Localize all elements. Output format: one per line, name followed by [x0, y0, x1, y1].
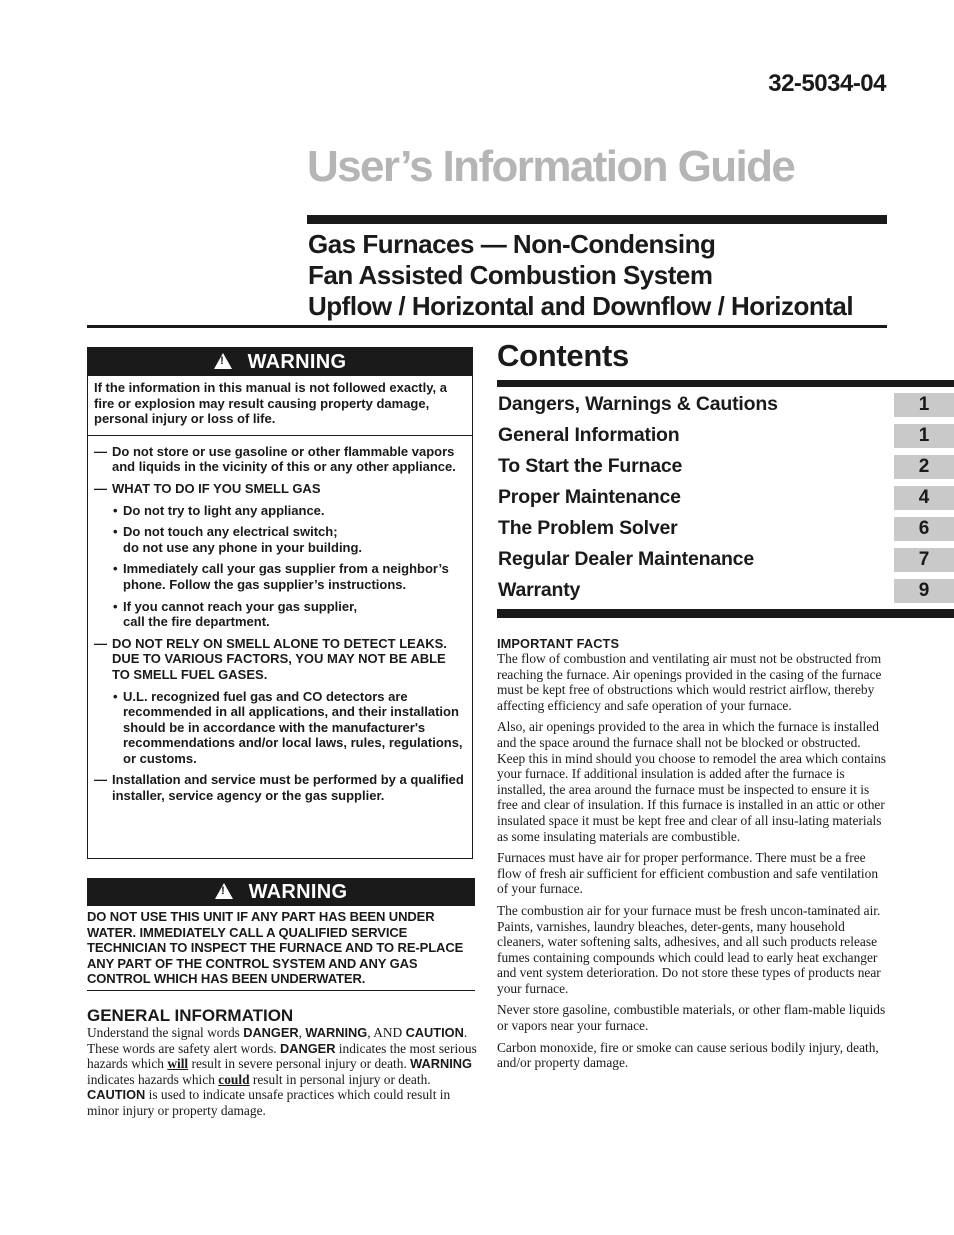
facts-paragraph: Never store gasoline, combustible materials, or other flam-mable liquids or vapors near your furnace.: [497, 1002, 886, 1034]
warning-item: — DO NOT RELY ON SMELL ALONE TO DETECT LEAKS. DUE TO VARIOUS FACTORS, YOU MAY NOT BE ABLE TO SMELL FUEL GASES.: [94, 635, 447, 682]
toc-page-number: 9: [894, 579, 954, 603]
facts-paragraph: The combustion air for your furnace must be fresh uncon-taminated air. Paints, varnishes, laundry bleaches, deter-gents, many household cleaners, water softening salts, adhesives, and all such products release fumes containing compounds which could lead to early heat exchanger and vent system deterioration. Do not store these types of products near your furnace.: [497, 902, 881, 996]
warning-triangle-icon: [215, 883, 233, 899]
warning-bullet: • Immediately call your gas supplier from a neighbor’s phone. Follow the gas supplier’s instructions.: [113, 561, 449, 592]
facts-paragraph: Furnaces must have air for proper performance. There must be a free flow of fresh air sufficient for efficient combustion and safe ventilation of your furnace.: [497, 850, 879, 897]
warning-box-water: [87, 878, 475, 987]
toc-page-number: 2: [894, 455, 954, 479]
toc-row-warranty[interactable]: Warranty 9: [497, 577, 954, 608]
toc-row-proper-maintenance[interactable]: Proper Maintenance 4: [497, 484, 954, 515]
important-facts-body: [497, 651, 887, 1077]
table-of-contents: [497, 391, 954, 608]
warning-instructions: [88, 436, 472, 804]
general-info-heading: GENERAL INFORMATION: [87, 1006, 294, 1025]
warning-bullet: • U.L. recognized fuel gas and CO detectors are recommended in all applications, and their installation should be in accordance with the manufacturer's recommendations and/or local laws, rules, regulations, or customs.: [113, 688, 463, 766]
facts-paragraph: Also, air openings provided to the area in which the furnace is installed and the space around the furnace shall not be blocked or obstructed. Keep this in mind should you choose to remodel the area which contains your furnace. If additional insulation is added after the furnace is installed, the area around the furnace must be inspected to ensure it is free and clear of insulation. If this furnace is installed in an attic or other insulated space it must be kept free and clear of all insu-lating materials as some insulating materials are combustible.: [497, 719, 886, 844]
toc-page-number: 6: [894, 517, 954, 541]
toc-page-number: 1: [894, 424, 954, 448]
subtitle-line-2: Fan Assisted Combustion System: [308, 260, 713, 290]
warning-box-fire: [87, 347, 473, 859]
toc-row-dealer-maintenance[interactable]: Regular Dealer Maintenance 7: [497, 546, 954, 577]
subtitle-line-3: Upflow / Horizontal and Downflow / Horizontal: [308, 291, 854, 321]
subtitle-rule: [87, 325, 887, 328]
document-number: 32-5034-04: [768, 70, 886, 97]
toc-row-general-information[interactable]: General Information 1: [497, 422, 954, 453]
page-title: User’s Information Guide: [307, 142, 795, 191]
warning-bullet: • Do not touch any electrical switch; do not use any phone in your building.: [113, 524, 363, 555]
facts-paragraph: The flow of combustion and ventilating air must not be obstructed from reaching the furnace. Air openings provided in the casing of the furnace must be kept free of obstructions which would restrict airflow, thereby affecting efficiency and safe operation of your furnace.: [497, 651, 882, 713]
toc-row-start-furnace[interactable]: To Start the Furnace 2: [497, 453, 954, 484]
contents-rule-bottom: [497, 609, 954, 618]
warning-water-text: DO NOT USE THIS UNIT IF ANY PART HAS BEEN UNDER WATER. IMMEDIATELY CALL A QUALIFIED SERVICE TECHNICIAN TO INSPECT THE FURNACE AND TO RE-PLACE ANY PART OF THE CONTROL SYSTEM AND ANY GAS CONTROL WHICH HAS BEEN UNDERWATER.: [87, 909, 464, 987]
warning-heading: WARNING: [248, 881, 348, 903]
warning-triangle-icon: [214, 353, 232, 369]
warning-header: [88, 348, 472, 376]
title-rule: [307, 215, 887, 224]
section-rule: [87, 990, 475, 991]
warning-header: [87, 878, 475, 906]
toc-page-number: 1: [894, 393, 954, 417]
facts-paragraph: Carbon monoxide, fire or smoke can cause serious bodily injury, death, and/or property damage.: [497, 1039, 879, 1071]
warning-item: — Do not store or use gasoline or other flammable vapors and liquids in the vicinity of this or any other appliance.: [94, 443, 456, 475]
important-facts-heading: IMPORTANT FACTS: [497, 636, 620, 651]
toc-row-problem-solver[interactable]: The Problem Solver 6: [497, 515, 954, 546]
toc-row-dangers[interactable]: Dangers, Warnings & Cautions 1: [497, 391, 954, 422]
subtitle-line-1: Gas Furnaces — Non-Condensing: [308, 229, 716, 259]
toc-page-number: 4: [894, 486, 954, 510]
contents-rule-top: [497, 380, 954, 387]
warning-item: — WHAT TO DO IF YOU SMELL GAS: [94, 480, 321, 496]
warning-heading: WARNING: [247, 351, 347, 373]
warning-intro: If the information in this manual is not followed exactly, a fire or explosion may result causing property damage, personal injury or loss of life.: [88, 376, 472, 436]
warning-item: — Installation and service must be performed by a qualified installer, service agency or the gas supplier.: [94, 772, 464, 804]
contents-title: Contents: [497, 338, 629, 373]
toc-page-number: 7: [894, 548, 954, 572]
general-info-body: Understand the signal words DANGER, WARNING, AND CAUTION. These words are safety alert words. DANGER indicates the most serious hazards which will result in severe personal injury or death. WARNING indicates hazards which could result in personal injury or death. CAUTION is used to indicate unsafe practices which could result in minor injury or property damage.: [87, 1025, 477, 1118]
warning-bullet: • Do not try to light any appliance.: [113, 502, 325, 518]
warning-bullet: • If you cannot reach your gas supplier, call the fire department.: [113, 598, 358, 630]
